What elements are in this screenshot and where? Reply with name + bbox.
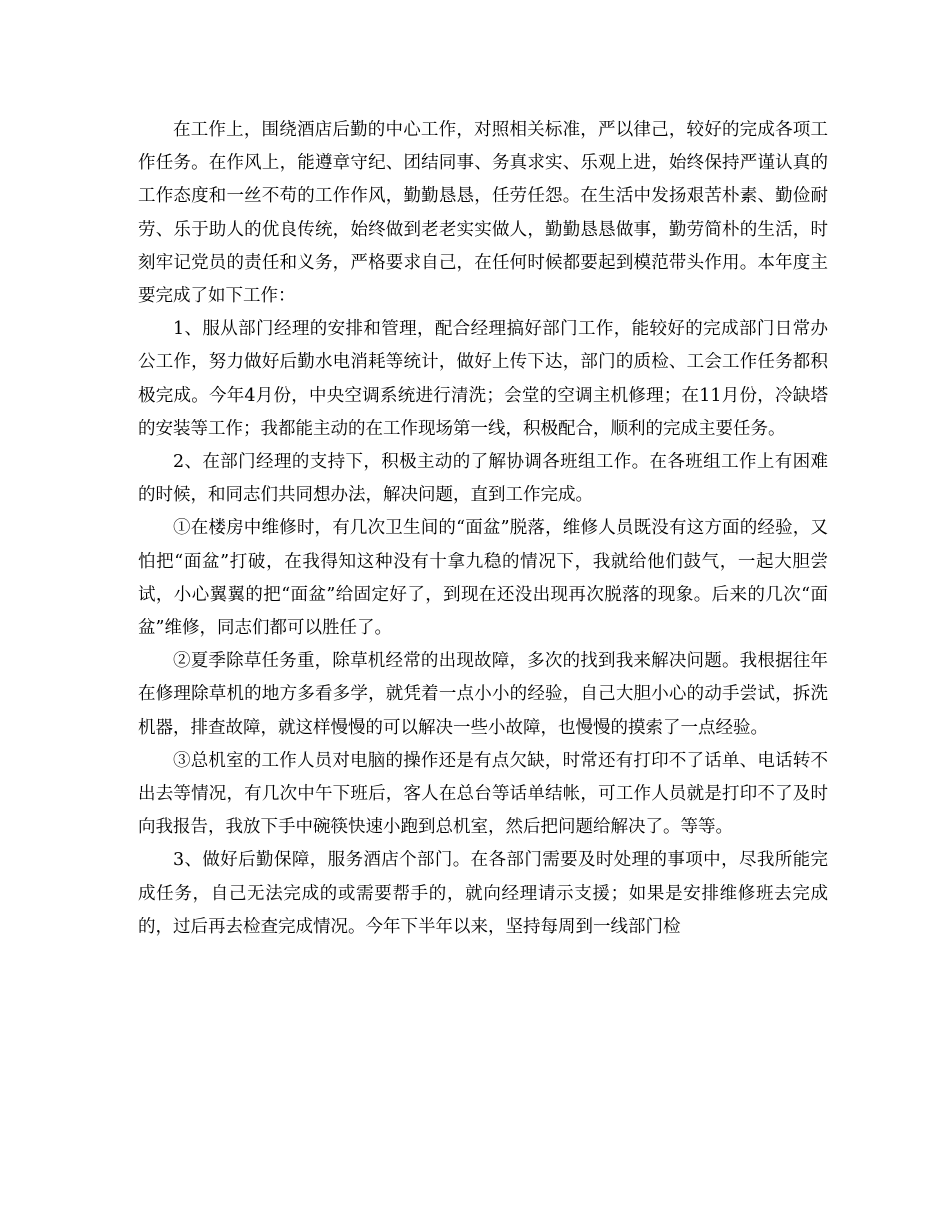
paragraph-item-1: 1、服从部门经理的安排和管理，配合经理搞好部门工作，能较好的完成部门日常办公工作，努力做好后勤水电消耗等统计，做好上传下达，部门的质检、工会工作任务都积极完成。今年4月份，中央空调系统进行清洗；会堂的空调主机修理；在11月份，冷缺塔的安装等工作；我都能主动的在工作现场第一线，积极配合，顺利的完成主要任务。 — [138, 319, 828, 439]
paragraph-subitem-3: ③总机室的工作人员对电脑的操作还是有点欠缺，时常还有打印不了话单、电话转不出去等情况，有几次中午下班后，客人在总台等话单结帐，可工作人员就是打印不了及时向我报告，我放下手中碗筷快速小跑到总机室，然后把问题给解决了。等等。 — [138, 750, 828, 838]
paragraph-intro: 在工作上，围绕酒店后勤的中心工作，对照相关标准，严以律己，较好的完成各项工作任务。在作风上，能遵章守纪、团结同事、务真求实、乐观上进，始终保持严谨认真的工作态度和一丝不苟的工作作风，勤勤恳恳，任劳任怨。在生活中发扬艰苦朴素、勤俭耐劳、乐于助人的优良传统，始终做到老老实实做人，勤勤恳恳做事，勤劳简朴的生活，时刻牢记党员的责任和义务，严格要求自己，在任何时候都要起到模范带头作用。本年度主要完成了如下工作： — [138, 120, 828, 307]
paragraph-subitem-1: ①在楼房中维修时，有几次卫生间的“面盆”脱落，维修人员既没有这方面的经验，又怕把“面盆”打破，在我得知这种没有十拿九稳的情况下，我就给他们鼓气，一起大胆尝试，小心翼翼的把“面盆”给固定好了，到现在还没出现再次脱落的现象。后来的几次“面盆”维修，同志们都可以胜任了。 — [138, 518, 828, 639]
document-page — [138, 114, 828, 944]
paragraph-item-2: 2、在部门经理的支持下，积极主动的了解协调各班组工作。在各班组工作上有困难的时候，和同志们共同想办法，解决问题，直到工作完成。 — [138, 452, 828, 506]
paragraph-item-3: 3、做好后勤保障，服务酒店个部门。在各部门需要及时处理的事项中，尽我所能完成任务，自己无法完成的或需要帮手的，就向经理请示支援；如果是安排维修班去完成的，过后再去检查完成情况。今年下半年以来，坚持每周到一线部门检 — [138, 850, 828, 937]
paragraph-subitem-2: ②夏季除草任务重，除草机经常的出现故障，多次的找到我来解决问题。我根据往年在修理除草机的地方多看多学，就凭着一点小小的经验，自己大胆小心的动手尝试，拆洗机器，排查故障，就这样慢慢的可以解决一些小故障，也慢慢的摸索了一点经验。 — [138, 651, 828, 738]
